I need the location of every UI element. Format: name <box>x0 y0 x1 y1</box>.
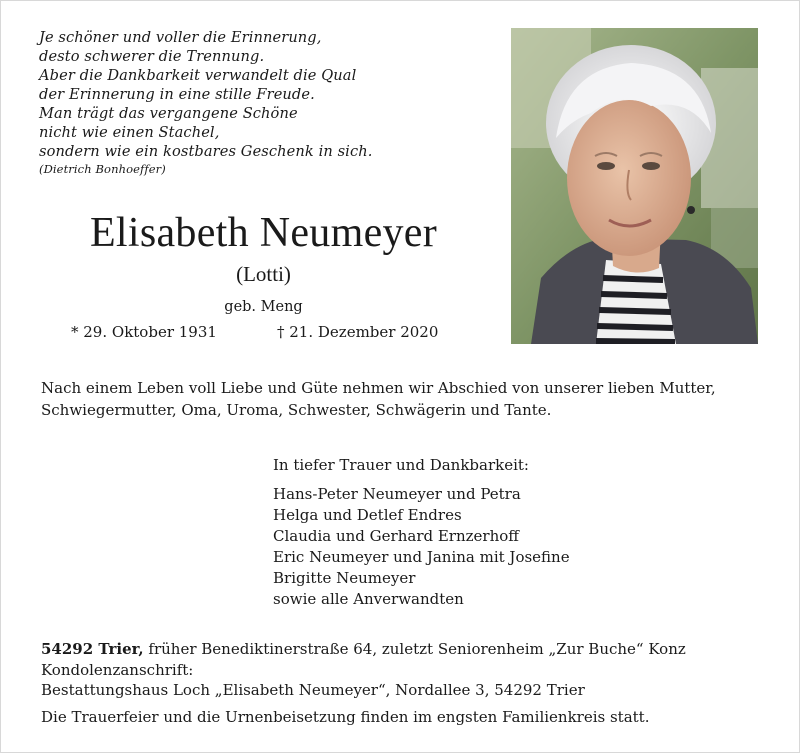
residence-city: 54292 Trier, <box>41 640 144 658</box>
mourner-name: Eric Neumeyer und Janina mit Josefine <box>273 548 570 566</box>
mourners-heading: In tiefer Trauer und Dankbarkeit: <box>273 456 529 474</box>
portrait-photo <box>511 28 758 344</box>
poem-line: der Erinnerung in eine stille Freude. <box>39 86 315 103</box>
mourners-list <box>273 455 713 610</box>
poem-line: nicht wie einen Stachel, <box>39 124 220 141</box>
mourner-name: Hans-Peter Neumeyer und Petra <box>273 485 521 503</box>
death-date: † 21. Dezember 2020 <box>277 323 439 341</box>
mourner-name: Claudia und Gerhard Ernzerhoff <box>273 527 519 545</box>
birth-date: * 29. Oktober 1931 <box>71 323 217 341</box>
mourner-name: sowie alle Anverwandten <box>273 590 464 608</box>
poem-line: sondern wie ein kostbares Geschenk in sich. <box>39 143 373 160</box>
mourner-name: Helga und Detlef Endres <box>273 506 462 524</box>
residence-line <box>41 639 771 660</box>
residence-previous: früher Benediktinerstraße 64, zuletzt Seniorenheim „Zur Buche“ Konz <box>143 640 686 658</box>
poem-line: desto schwerer die Trennung. <box>39 48 265 65</box>
address-block <box>41 639 771 727</box>
ceremony-note: Die Trauerfeier und die Urnenbeisetzung finden im engsten Familienkreis statt. <box>41 707 650 726</box>
condolence-address: Bestattungshaus Loch „Elisabeth Neumeyer“, Nordallee 3, 54292 Trier <box>41 681 585 699</box>
poem-line: Man trägt das vergangene Schöne <box>39 105 298 122</box>
farewell-text <box>41 377 771 421</box>
farewell-line: Nach einem Leben voll Liebe und Güte nehmen wir Abschied von unserer lieben Mutter, <box>41 379 716 397</box>
farewell-line: Schwiegermutter, Oma, Uroma, Schwester, Schwägerin und Tante. <box>41 401 552 419</box>
mourner-name: Brigitte Neumeyer <box>273 569 416 587</box>
poem-line: Aber die Dankbarkeit verwandelt die Qual <box>39 67 357 84</box>
poem <box>39 28 479 179</box>
maiden-name: geb. Meng <box>224 299 303 315</box>
poem-author: (Dietrich Bonhoeffer) <box>39 162 166 176</box>
deceased-name: Elisabeth Neumeyer <box>89 210 438 256</box>
poem-line: Je schöner und voller die Erinnerung, <box>39 29 322 46</box>
condolence-label: Kondolenzanschrift: <box>41 660 194 679</box>
deceased-nickname: (Lotti) <box>236 262 291 286</box>
